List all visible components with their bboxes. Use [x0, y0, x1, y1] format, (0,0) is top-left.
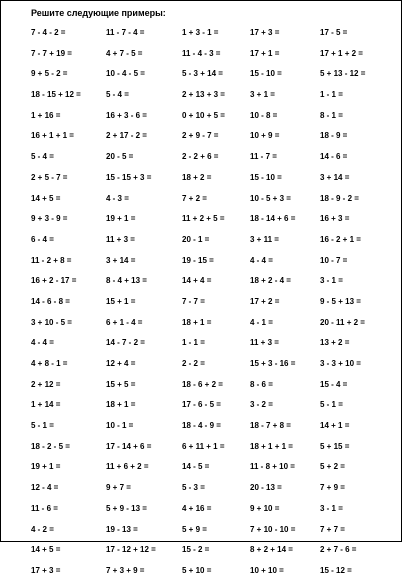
math-problem: 3 + 14 = — [106, 255, 136, 265]
math-problem: 14 + 4 = — [182, 276, 212, 286]
math-problem: 5 - 3 = — [182, 483, 205, 493]
math-problem: 6 + 11 + 1 = — [182, 441, 225, 451]
math-problem: 11 - 7 - 4 = — [106, 28, 145, 37]
math-problem: 7 - 7 = — [182, 296, 205, 306]
math-problem: 17 - 5 = — [320, 28, 348, 37]
math-problem: 0 + 10 + 5 = — [182, 110, 225, 120]
math-problem: 13 + 2 = — [320, 338, 350, 348]
math-problem: 4 - 4 = — [31, 338, 54, 348]
math-problem: 5 - 4 = — [106, 90, 129, 100]
math-problem: 18 + 1 = — [182, 317, 212, 327]
math-problem: 18 - 15 + 12 = — [31, 90, 81, 100]
math-problem: 5 + 9 = — [182, 524, 207, 534]
math-problem: 1 + 16 = — [31, 110, 61, 120]
math-problem: 14 + 5 = — [31, 193, 61, 203]
math-problem: 8 + 2 + 14 = — [250, 545, 293, 555]
math-problem: 18 + 1 = — [106, 400, 136, 410]
math-problem: 7 - 4 - 2 = — [31, 28, 66, 37]
math-problem: 2 + 12 = — [31, 379, 61, 389]
math-problem: 19 - 15 = — [182, 255, 214, 265]
math-problem: 5 - 4 = — [31, 152, 54, 162]
math-problem: 17 + 2 = — [250, 296, 280, 306]
math-problem: 2 - 2 + 6 = — [182, 152, 219, 162]
math-problem: 5 + 10 = — [182, 565, 212, 575]
math-problem: 3 - 1 = — [320, 503, 343, 513]
math-problem: 3 - 3 + 10 = — [320, 359, 361, 368]
math-problem: 14 - 7 - 2 = — [106, 338, 145, 348]
math-problem: 15 - 10 = — [250, 69, 282, 79]
math-problem: 7 - 7 + 19 = — [31, 48, 72, 58]
math-problem: 5 - 1 = — [320, 400, 343, 410]
math-problem: 2 - 2 = — [182, 359, 205, 368]
math-problem: 2 + 13 + 3 = — [182, 90, 225, 100]
math-problem: 1 + 14 = — [31, 400, 61, 410]
math-problem: 17 - 12 + 12 = — [106, 545, 156, 555]
math-problem: 15 - 10 = — [250, 172, 282, 182]
math-problem: 11 + 3 = — [106, 234, 135, 244]
math-problem: 3 + 10 - 5 = — [31, 317, 72, 327]
math-problem: 10 + 9 = — [250, 131, 280, 141]
math-problem: 4 - 3 = — [106, 193, 129, 203]
math-problem: 16 + 3 = — [320, 214, 350, 224]
math-problem: 5 - 3 + 14 = — [182, 69, 223, 79]
math-problem: 11 - 8 + 10 = — [250, 462, 295, 472]
math-problem: 11 + 2 + 5 = — [182, 214, 225, 224]
math-problem: 2 + 9 - 7 = — [182, 131, 219, 141]
math-problem: 15 + 3 - 16 = — [250, 359, 296, 368]
math-problem: 4 + 8 - 1 = — [31, 359, 68, 368]
math-problem: 7 + 9 = — [320, 483, 345, 493]
worksheet-title: Решите следующие примеры: — [31, 8, 166, 18]
math-problem: 9 + 3 - 9 = — [31, 214, 68, 224]
math-problem: 7 + 7 = — [320, 524, 345, 534]
math-problem: 18 - 7 + 8 = — [250, 421, 291, 431]
math-problem: 17 + 3 = — [31, 565, 61, 575]
math-problem: 9 + 5 - 2 = — [31, 69, 68, 79]
math-problem: 2 + 7 - 6 = — [320, 545, 357, 555]
math-problem: 16 + 3 - 6 = — [106, 110, 147, 120]
math-problem: 14 - 6 - 8 = — [31, 296, 70, 306]
math-problem: 9 - 5 + 13 = — [320, 296, 361, 306]
math-problem: 16 + 1 + 1 = — [31, 131, 74, 141]
math-problem: 7 + 3 + 9 = — [106, 565, 145, 575]
math-problem: 18 + 2 - 4 = — [250, 276, 291, 286]
math-problem: 11 - 4 - 3 = — [182, 48, 221, 58]
problem-grid — [31, 28, 401, 587]
math-problem: 14 - 5 = — [182, 462, 210, 472]
math-problem: 18 - 4 - 9 = — [182, 421, 221, 431]
math-problem: 8 - 6 = — [250, 379, 273, 389]
math-problem: 5 - 1 = — [31, 421, 54, 431]
math-problem: 19 - 13 = — [106, 524, 138, 534]
math-problem: 7 + 10 - 10 = — [250, 524, 296, 534]
math-problem: 8 - 4 + 13 = — [106, 276, 147, 286]
math-problem: 17 + 1 = — [250, 48, 280, 58]
math-problem: 16 + 2 - 17 = — [31, 276, 77, 286]
math-problem: 19 + 1 = — [31, 462, 61, 472]
math-problem: 5 + 9 - 13 = — [106, 503, 147, 513]
math-problem: 18 - 2 - 5 = — [31, 441, 70, 451]
math-problem: 16 - 2 + 1 = — [320, 234, 361, 244]
math-problem: 3 + 1 = — [250, 90, 275, 100]
math-problem: 1 + 3 - 1 = — [182, 28, 219, 37]
math-problem: 14 + 5 = — [31, 545, 61, 555]
math-problem: 3 + 14 = — [320, 172, 350, 182]
math-problem: 15 - 12 = — [320, 565, 352, 575]
math-problem: 1 - 1 = — [182, 338, 205, 348]
math-problem: 18 - 9 - 2 = — [320, 193, 359, 203]
math-problem: 11 - 2 + 8 = — [31, 255, 72, 265]
math-problem: 8 - 1 = — [320, 110, 343, 120]
math-problem: 11 + 6 + 2 = — [106, 462, 149, 472]
math-problem: 14 - 6 = — [320, 152, 348, 162]
math-problem: 18 + 2 = — [182, 172, 212, 182]
math-problem: 11 - 6 = — [31, 503, 58, 513]
math-problem: 18 - 6 + 2 = — [182, 379, 223, 389]
math-problem: 10 - 4 - 5 = — [106, 69, 145, 79]
math-problem: 10 - 8 = — [250, 110, 278, 120]
math-problem: 9 + 10 = — [250, 503, 280, 513]
math-problem: 4 + 7 - 5 = — [106, 48, 143, 58]
math-problem: 11 - 7 = — [250, 152, 277, 162]
math-problem: 15 - 15 + 3 = — [106, 172, 152, 182]
math-problem: 10 + 10 = — [250, 565, 284, 575]
math-problem: 19 + 1 = — [106, 214, 136, 224]
math-problem: 5 + 2 = — [320, 462, 345, 472]
math-problem: 12 - 4 = — [31, 483, 59, 493]
math-problem: 4 - 4 = — [250, 255, 273, 265]
math-problem: 17 - 6 - 5 = — [182, 400, 221, 410]
math-problem: 20 - 5 = — [106, 152, 134, 162]
math-problem: 17 + 3 = — [250, 28, 280, 37]
math-problem: 3 + 11 = — [250, 234, 279, 244]
math-problem: 18 - 14 + 6 = — [250, 214, 296, 224]
math-problem: 6 - 4 = — [31, 234, 54, 244]
math-problem: 20 - 13 = — [250, 483, 282, 493]
math-problem: 15 - 4 = — [320, 379, 348, 389]
math-problem: 4 - 2 = — [31, 524, 54, 534]
math-problem: 18 + 1 + 1 = — [250, 441, 293, 451]
math-problem: 2 + 5 - 7 = — [31, 172, 68, 182]
math-problem: 3 - 1 = — [320, 276, 343, 286]
math-problem: 20 - 1 = — [182, 234, 210, 244]
math-problem: 10 - 5 + 3 = — [250, 193, 291, 203]
math-problem: 18 - 9 = — [320, 131, 348, 141]
math-problem: 10 - 7 = — [320, 255, 348, 265]
math-problem: 4 - 1 = — [250, 317, 273, 327]
math-problem: 3 - 2 = — [250, 400, 273, 410]
math-problem: 15 - 2 = — [182, 545, 210, 555]
math-problem: 2 + 17 - 2 = — [106, 131, 147, 141]
math-problem: 1 - 1 = — [320, 90, 343, 100]
math-problem: 17 + 1 + 2 = — [320, 48, 363, 58]
math-problem: 5 + 13 - 12 = — [320, 69, 366, 79]
math-problem: 14 + 1 = — [320, 421, 350, 431]
math-problem: 15 + 1 = — [106, 296, 136, 306]
math-problem: 9 + 7 = — [106, 483, 131, 493]
math-problem: 4 + 16 = — [182, 503, 212, 513]
math-problem: 5 + 15 = — [320, 441, 350, 451]
math-problem: 10 - 1 = — [106, 421, 134, 431]
math-problem: 6 + 1 - 4 = — [106, 317, 143, 327]
math-problem: 20 - 11 + 2 = — [320, 317, 365, 327]
math-problem: 17 - 14 + 6 = — [106, 441, 152, 451]
math-problem: 12 + 4 = — [106, 359, 136, 368]
math-problem: 7 + 2 = — [182, 193, 207, 203]
math-problem: 15 + 5 = — [106, 379, 136, 389]
math-problem: 11 + 3 = — [250, 338, 279, 348]
